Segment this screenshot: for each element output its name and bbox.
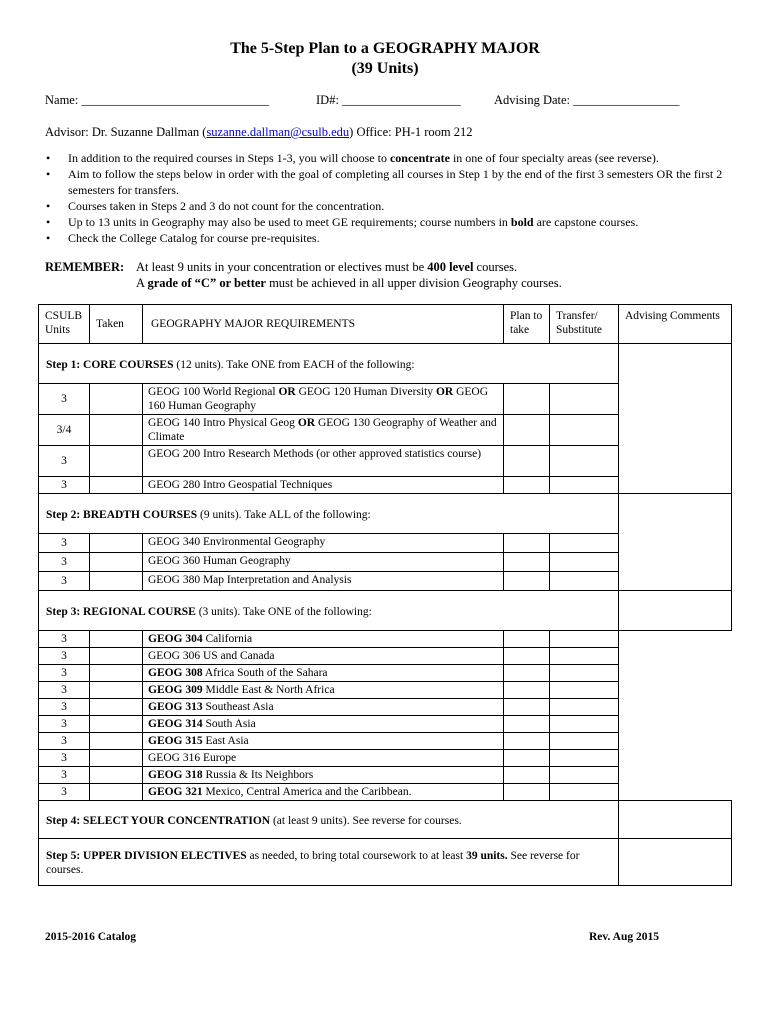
bullet-bold: concentrate (389, 151, 450, 165)
bullet-icon: • (46, 151, 51, 165)
units-cell: 3 (39, 553, 90, 572)
course-cell (143, 665, 504, 682)
course-code: GEOG 321 (148, 786, 203, 798)
course-code: GEOG 306 (148, 650, 201, 662)
course-code: GEOG 309 (148, 684, 203, 696)
header-comments: Advising Comments (619, 305, 732, 344)
taken-cell[interactable] (90, 446, 143, 477)
taken-cell[interactable] (90, 682, 143, 699)
taken-cell[interactable] (90, 699, 143, 716)
plan-cell[interactable] (504, 415, 550, 446)
step4-heading: Step 4: SELECT YOUR CONCENTRATION (at least 9 units). See reverse for courses. (39, 801, 619, 839)
course-code: GEOG 316 (148, 752, 201, 764)
plan-cell[interactable] (504, 553, 550, 572)
bullet-icon: • (46, 231, 51, 245)
table-row (39, 699, 732, 716)
transfer-cell[interactable] (550, 384, 619, 415)
transfer-cell[interactable] (550, 733, 619, 750)
header-requirements: GEOGRAPHY MAJOR REQUIREMENTS (143, 305, 504, 344)
advisor-line (45, 125, 473, 140)
bullet-icon: • (46, 215, 51, 229)
plan-cell[interactable] (504, 534, 550, 553)
header-plan: Plan to take (504, 305, 550, 344)
transfer-cell[interactable] (550, 477, 619, 494)
step2-comments-cell[interactable] (619, 494, 732, 591)
course-cell (143, 699, 504, 716)
transfer-cell[interactable] (550, 631, 619, 648)
list-item (45, 230, 735, 246)
plan-cell[interactable] (504, 631, 550, 648)
units-cell: 3 (39, 572, 90, 591)
units-cell: 3 (39, 716, 90, 733)
plan-cell[interactable] (504, 648, 550, 665)
id-field[interactable]: ID#: ___________________ (316, 93, 461, 107)
step1-heading: Step 1: CORE COURSES (12 units). Take ONE from EACH of the following: (39, 344, 619, 384)
requirements-table (38, 304, 732, 886)
course-cell: GEOG 380 Map Interpretation and Analysis (143, 572, 504, 591)
bullet-text: in one of four specialty areas (see reverse). (449, 151, 659, 165)
step5-row (39, 839, 732, 886)
course-name: East Asia (202, 735, 249, 747)
taken-cell[interactable] (90, 631, 143, 648)
table-row (39, 784, 732, 801)
plan-cell[interactable] (504, 682, 550, 699)
table-header-row (39, 305, 732, 344)
step2-row (39, 494, 732, 534)
header-taken: Taken (90, 305, 143, 344)
transfer-cell[interactable] (550, 750, 619, 767)
taken-cell[interactable] (90, 572, 143, 591)
transfer-cell[interactable] (550, 699, 619, 716)
advisor-suffix: ) Office: PH-1 room 212 (349, 125, 473, 139)
units-cell: 3 (39, 446, 90, 477)
course-cell: GEOG 200 Intro Research Methods (or other approved statistics course) (143, 446, 504, 477)
table-row (39, 665, 732, 682)
advisor-prefix: Advisor: Dr. Suzanne Dallman ( (45, 125, 207, 139)
course-cell: GEOG 280 Intro Geospatial Techniques (143, 477, 504, 494)
taken-cell[interactable] (90, 477, 143, 494)
plan-cell[interactable] (504, 716, 550, 733)
transfer-cell[interactable] (550, 553, 619, 572)
step4-comments-cell[interactable] (619, 801, 732, 839)
step4-row (39, 801, 732, 839)
units-cell: 3/4 (39, 415, 90, 446)
transfer-cell[interactable] (550, 767, 619, 784)
step5-comments-cell[interactable] (619, 839, 732, 886)
step3-heading: Step 3: REGIONAL COURSE (3 units). Take ONE of the following: (39, 591, 619, 631)
list-item (45, 198, 735, 214)
step5-heading: Step 5: UPPER DIVISION ELECTIVES as needed, to bring total coursework to at least 39 units. See reverse for courses. (39, 839, 619, 886)
course-code: GEOG 304 (148, 633, 203, 645)
course-cell: GEOG 100 World Regional OR GEOG 120 Human Diversity OR GEOG 160 Human Geography (143, 384, 504, 415)
bullet-text: Courses taken in Steps 2 and 3 do not count for the concentration. (68, 199, 385, 213)
header-transfer: Transfer/ Substitute (550, 305, 619, 344)
table-row (39, 648, 732, 665)
course-name: Middle East & North Africa (202, 684, 335, 696)
course-cell (143, 767, 504, 784)
plan-cell[interactable] (504, 477, 550, 494)
course-cell (143, 682, 504, 699)
remember-label: REMEMBER: (45, 260, 125, 274)
page-subtitle: (39 Units) (351, 60, 419, 77)
footer-revision: Rev. Aug 2015 (589, 931, 659, 943)
units-cell: 3 (39, 534, 90, 553)
transfer-cell[interactable] (550, 682, 619, 699)
transfer-cell[interactable] (550, 784, 619, 801)
plan-cell[interactable] (504, 572, 550, 591)
header-units: CSULB Units (39, 305, 90, 344)
course-cell (143, 716, 504, 733)
list-item (45, 150, 735, 166)
step1-comments-cell[interactable] (619, 344, 732, 494)
units-cell: 3 (39, 767, 90, 784)
course-cell: GEOG 360 Human Geography (143, 553, 504, 572)
instructions-list (45, 150, 735, 246)
remember-line-1: At least 9 units in your concentration or electives must be 400 level courses. (136, 260, 518, 274)
units-cell: 3 (39, 665, 90, 682)
transfer-cell[interactable] (550, 415, 619, 446)
transfer-cell[interactable] (550, 648, 619, 665)
bullet-text: Up to 13 units in Geography may also be used to meet GE requirements; course numbers in (68, 215, 511, 229)
taken-cell[interactable] (90, 716, 143, 733)
course-cell (143, 784, 504, 801)
plan-cell[interactable] (504, 446, 550, 477)
bullet-text: Check the College Catalog for course pre-requisites. (68, 231, 320, 245)
units-cell: 3 (39, 477, 90, 494)
plan-cell[interactable] (504, 784, 550, 801)
plan-cell[interactable] (504, 750, 550, 767)
course-name: US and Canada (200, 650, 275, 662)
course-cell (143, 631, 504, 648)
units-cell: 3 (39, 384, 90, 415)
taken-cell[interactable] (90, 553, 143, 572)
step3-row (39, 591, 732, 631)
bullet-text: In addition to the required courses in Steps 1-3, you will choose to (68, 151, 390, 165)
list-item (45, 214, 735, 230)
course-name: California (202, 633, 253, 645)
course-name: Southeast Asia (202, 701, 274, 713)
taken-cell[interactable] (90, 784, 143, 801)
bullet-icon: • (46, 167, 51, 181)
taken-cell[interactable] (90, 648, 143, 665)
course-code: GEOG 308 (148, 667, 203, 679)
table-row (39, 631, 732, 648)
taken-cell[interactable] (90, 534, 143, 553)
advising-date-field[interactable]: Advising Date: _________________ (494, 93, 680, 107)
transfer-cell[interactable] (550, 446, 619, 477)
units-cell: 3 (39, 682, 90, 699)
course-cell: GEOG 140 Intro Physical Geog OR GEOG 130 Geography of Weather and Climate (143, 415, 504, 446)
taken-cell[interactable] (90, 750, 143, 767)
units-cell: 3 (39, 631, 90, 648)
table-row (39, 750, 732, 767)
course-code: GEOG 318 (148, 769, 203, 781)
units-cell: 3 (39, 648, 90, 665)
taken-cell[interactable] (90, 415, 143, 446)
plan-cell[interactable] (504, 767, 550, 784)
course-name: Europe (200, 752, 237, 764)
bullet-icon: • (46, 199, 51, 213)
plan-cell[interactable] (504, 384, 550, 415)
step2-heading: Step 2: BREADTH COURSES (9 units). Take ALL of the following: (39, 494, 619, 534)
taken-cell[interactable] (90, 384, 143, 415)
transfer-cell[interactable] (550, 716, 619, 733)
units-cell: 3 (39, 750, 90, 767)
bullet-text: Aim to follow the steps below in order with the goal of completing all courses in Step 1 by the end of the first 3 semesters OR the first 2 semesters for transfers. (68, 167, 723, 197)
course-cell: GEOG 340 Environmental Geography (143, 534, 504, 553)
course-cell (143, 648, 504, 665)
course-cell (143, 733, 504, 750)
footer-catalog: 2015-2016 Catalog (45, 931, 137, 943)
name-field[interactable]: Name: ______________________________ (45, 93, 269, 107)
bullet-text: are capstone courses. (533, 215, 639, 229)
course-name: Africa South of the Sahara (202, 667, 328, 679)
remember-line-2: A grade of “C” or better must be achieved in all upper division Geography courses. (136, 276, 562, 290)
units-cell: 3 (39, 784, 90, 801)
course-name: Mexico, Central America and the Caribbean. (202, 786, 412, 798)
taken-cell[interactable] (90, 665, 143, 682)
bullet-bold: bold (510, 215, 534, 229)
course-name: Russia & Its Neighbors (202, 769, 314, 781)
units-cell: 3 (39, 699, 90, 716)
table-row (39, 767, 732, 784)
plan-cell[interactable] (504, 733, 550, 750)
table-row (39, 733, 732, 750)
table-row (39, 682, 732, 699)
course-code: GEOG 313 (148, 701, 203, 713)
step3-comments-cell[interactable] (619, 591, 732, 631)
transfer-cell[interactable] (550, 665, 619, 682)
list-item (45, 166, 735, 198)
plan-cell[interactable] (504, 699, 550, 716)
advisor-email-link[interactable]: suzanne.dallman@csulb.edu (206, 125, 350, 139)
taken-cell[interactable] (90, 733, 143, 750)
step1-row (39, 344, 732, 384)
course-name: South Asia (202, 718, 256, 730)
page-title: The 5-Step Plan to a GEOGRAPHY MAJOR (230, 40, 540, 57)
table-row (39, 716, 732, 733)
course-cell (143, 750, 504, 767)
plan-cell[interactable] (504, 665, 550, 682)
units-cell: 3 (39, 733, 90, 750)
transfer-cell[interactable] (550, 572, 619, 591)
transfer-cell[interactable] (550, 534, 619, 553)
taken-cell[interactable] (90, 767, 143, 784)
course-code: GEOG 314 (148, 718, 203, 730)
course-code: GEOG 315 (148, 735, 203, 747)
